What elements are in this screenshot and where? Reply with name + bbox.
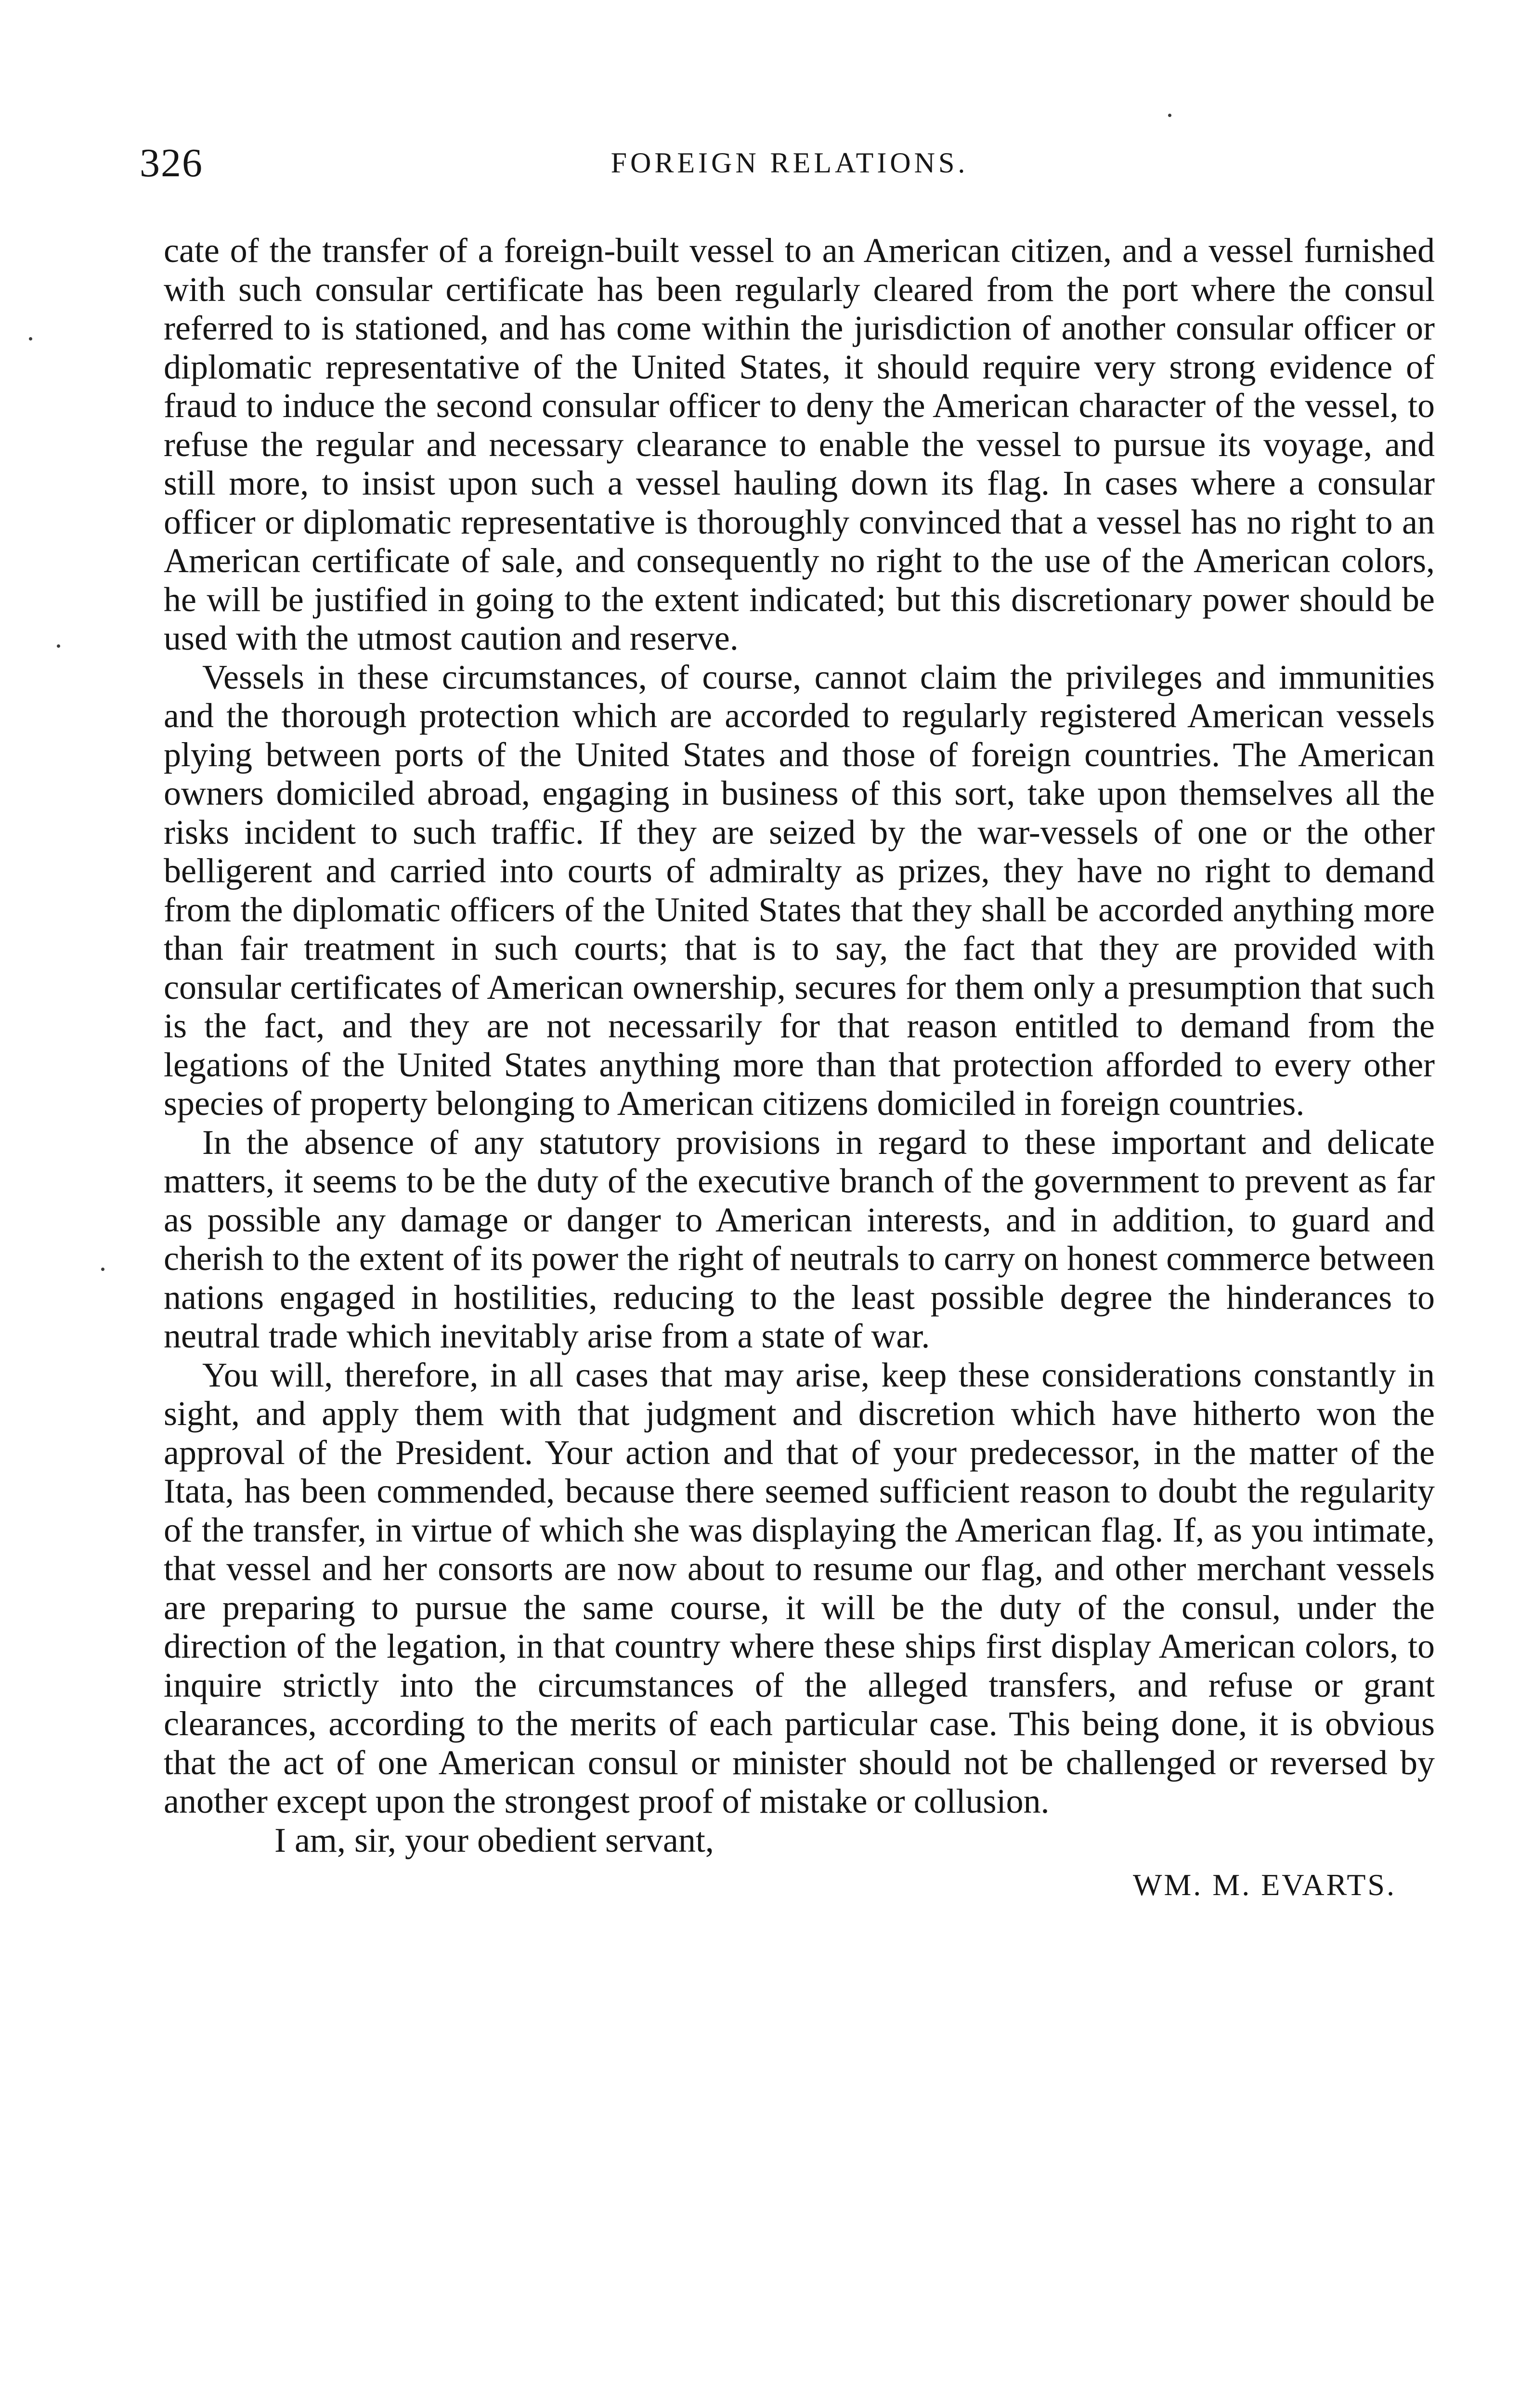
letter-body [164, 231, 1435, 1907]
paragraph-statutory-provisions: In the absence of any statutory provisions in regard to these important and delicate matters, it seems to be the duty of the executive branch of the government to prevent as far as possible any damage or danger to American interests, and in addition, to guard and cherish to the extent of its power the right of neutrals to carry on honest commerce between nations engaged in hostilities, reducing to the least possible degree the hinderances to neutral trade which inevitably arise from a state of war. [164, 1123, 1435, 1355]
scan-speck [101, 1268, 104, 1271]
closing-salutation: I am, sir, your obedient servant, [274, 1820, 714, 1859]
signature: WM. M. EVARTS. [1132, 1868, 1396, 1902]
scan-speck [57, 644, 60, 648]
page-number: 326 [140, 141, 203, 185]
paragraph-instructions: You will, therefore, in all cases that may arise, keep these considerations constantly in sight, and apply them with that judgment and discretion which have hitherto won the approval of the President. Your action and that of your predecessor, in the matter of the Itata, has been commended, because there seemed sufficient reason to doubt the regularity of the transfer, in virtue of which she was displaying the American flag. If, as you intimate, that vessel and her consorts are now about to resume our flag, and other merchant vessels are preparing to pursue the same course, it will be the duty of the consul, under the direction of the legation, in that country where these ships first display American colors, to inquire strictly into the circumstances of the alleged transfers, and refuse or grant clearances, according to the merits of each particular case. This being done, it is obvious that the act of one American consul or minister should not be challenged or reversed by another except upon the strongest proof of mistake or collusion. [164, 1355, 1435, 1820]
running-head: FOREIGN RELATIONS. [611, 147, 969, 179]
scan-speck [29, 337, 32, 340]
scan-speck [1168, 114, 1171, 117]
paragraph-consular-certificate: cate of the transfer of a foreign-built vessel to an American citizen, and a vessel furnished with such consular certificate has been regularly cleared from the port where the consul referred to is stationed, and has come within the jurisdiction of another consular officer or diplomatic representative of the United States, it should require very strong evidence of fraud to induce the second consular officer to deny the American character of the vessel, to refuse the regular and necessary clearance to enable the vessel to pursue its voyage, and still more, to insist upon such a vessel hauling down its flag. In cases where a consular officer or diplomatic representative is thoroughly convinced that a vessel has no right to an American certificate of sale, and consequently no right to the use of the American colors, he will be justified in going to the extent indicated; but this discretionary power should be used with the utmost caution and reserve. [164, 231, 1435, 657]
page-header [140, 140, 1440, 202]
paragraph-vessels-circumstances: Vessels in these circumstances, of course, cannot claim the privileges and immunities and the thorough protection which are accorded to regularly registered American vessels plying between ports of the United States and those of foreign countries. The American owners domiciled abroad, engaging in business of this sort, take upon themselves all the risks incident to such traffic. If they are seized by the war-vessels of one or the other belligerent and carried into courts of admiralty as prizes, they have no right to demand from the diplomatic officers of the United States that they shall be accorded anything more than fair treatment in such courts; that is to say, the fact that they are provided with consular certificates of American ownership, secures for them only a presumption that such is the fact, and they are not necessarily for that reason entitled to demand from the legations of the United States anything more than that protection afforded to every other species of property belonging to American citizens domiciled in foreign countries. [164, 657, 1435, 1123]
